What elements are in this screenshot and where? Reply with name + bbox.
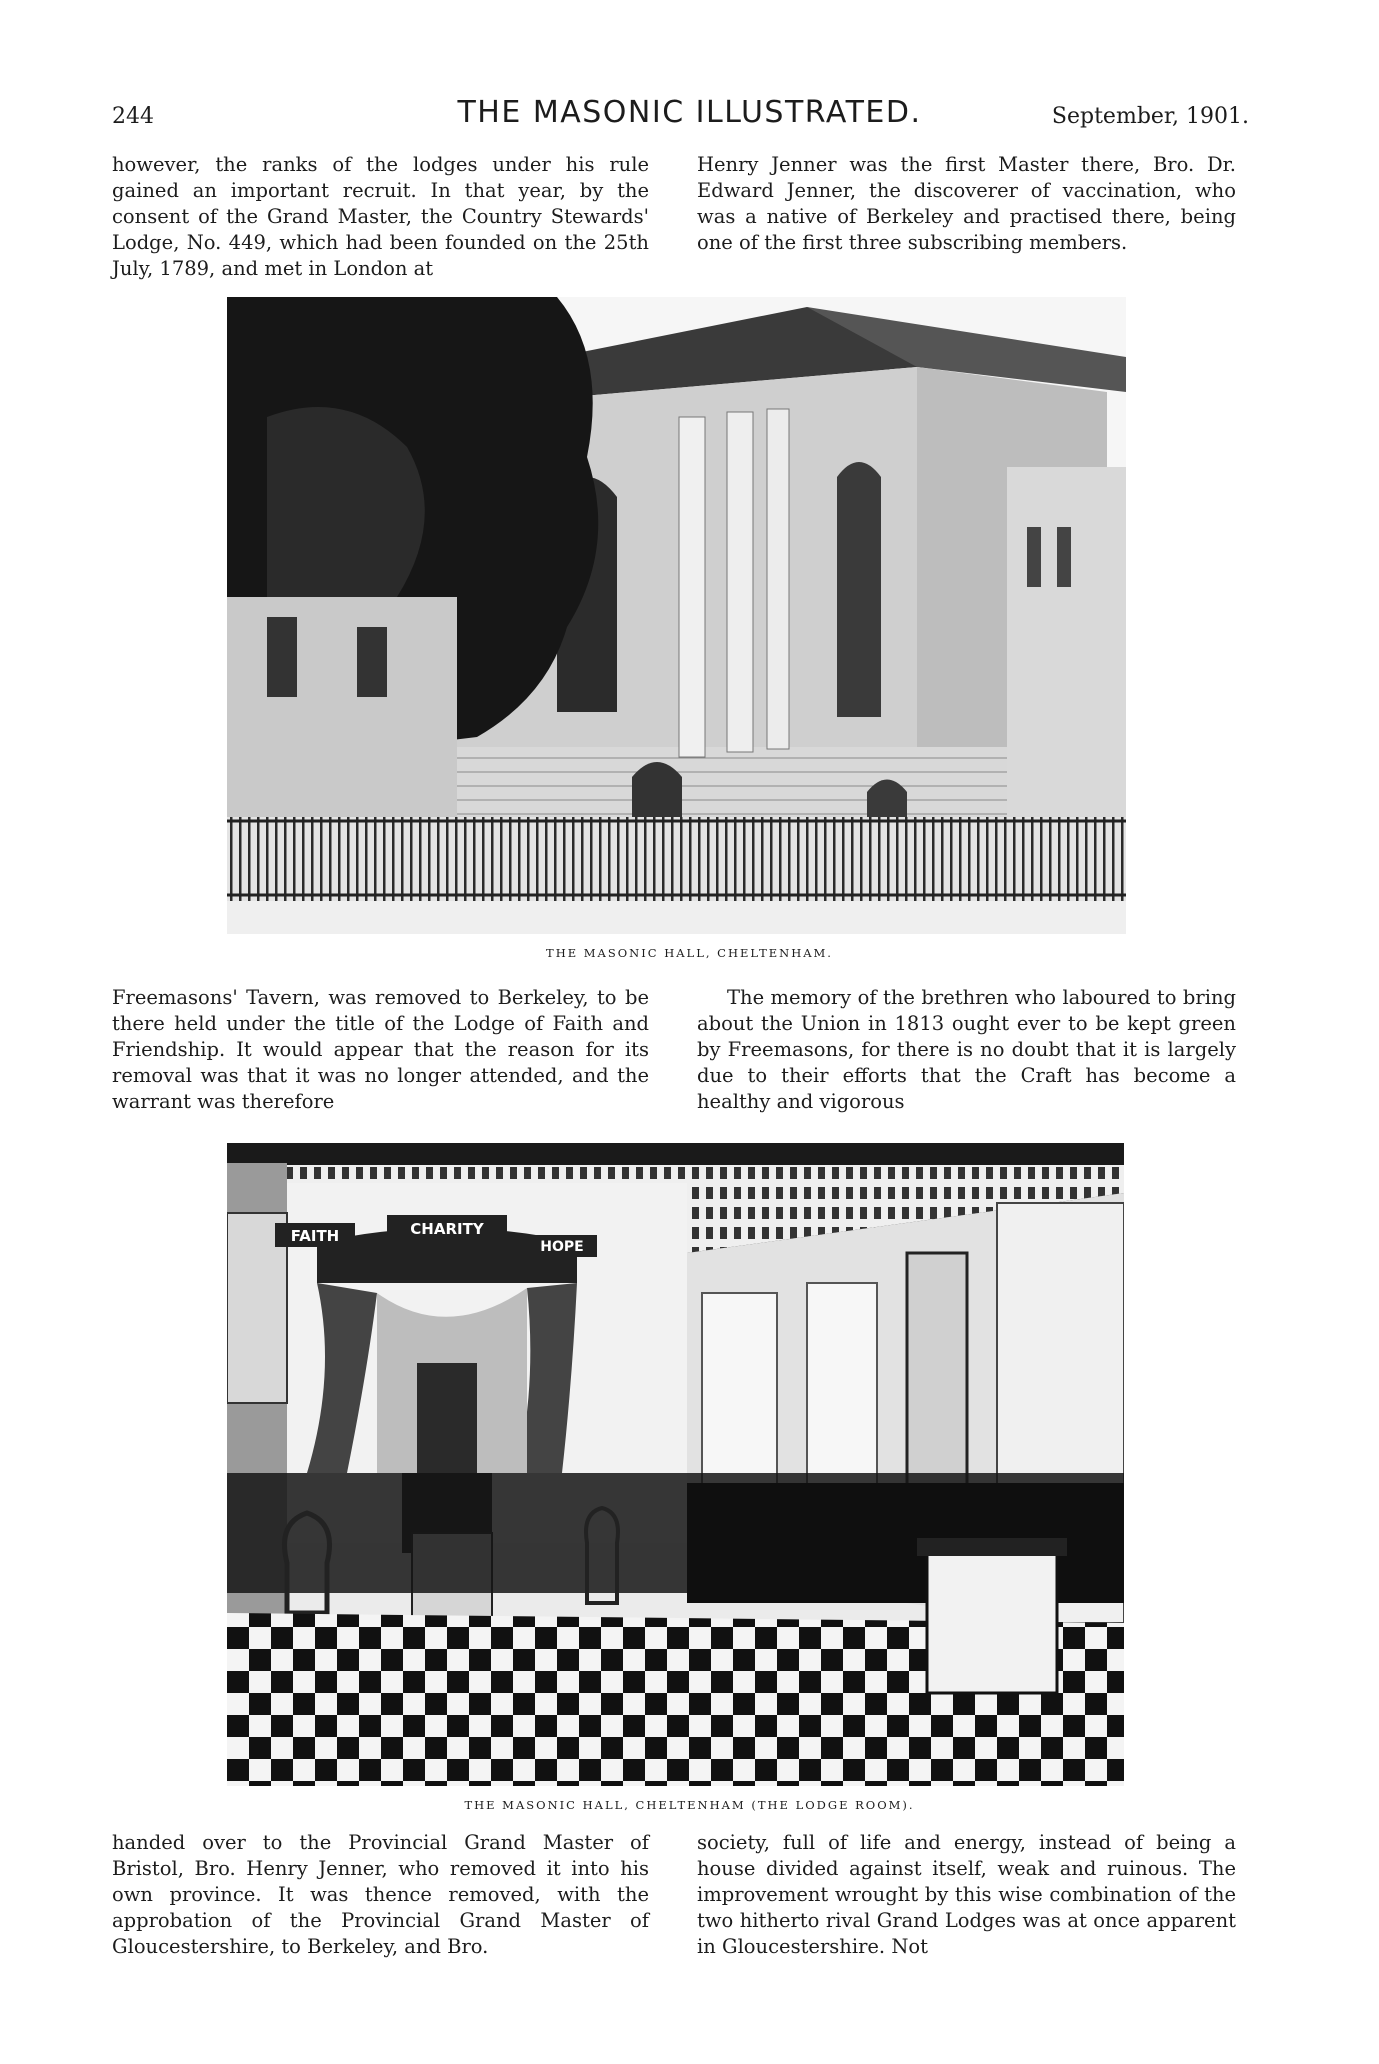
paragraph: however, the ranks of the lodges under his rule gained an important recruit. In that year, by the consent of the Grand Master, the Country Stewards' Lodge, No. 449, which had been founded on the 25th July, 1789, and met in London at [112,153,649,280]
paragraph: Henry Jenner was the first Master there, Bro. Dr. Edward Jenner, the discoverer of vaccination, who was a native of Berkeley and practised there, being one of the first three subscribing members. [697,153,1236,254]
publication-title: THE MASONIC ILLUSTRATED. [457,95,922,130]
text-column-bottom-left [112,1830,649,1960]
paragraph: society, full of life and energy, instead of being a house divided against itself, weak and ruinous. The improvement wrought by this wise combination of the two hitherto rival Grand Lodges was at once apparent in Gloucestershire. Not [697,1831,1236,1958]
text-column-bottom-right [697,1830,1236,1960]
text-column-middle-right [697,985,1236,1115]
text-column-top-right [697,152,1236,256]
svg-text:HOPE: HOPE [540,1239,584,1255]
svg-text:CHARITY: CHARITY [410,1220,484,1238]
page-number: 244 [112,104,154,129]
svg-text:FAITH: FAITH [290,1227,340,1245]
paragraph: Freemasons' Tavern, was removed to Berkeley, to be there held under the title of the Lodge of Faith and Friendship. It would appear that the reason for its removal was that it was no longer attended, and the warrant was therefore [112,986,649,1113]
paragraph: The memory of the brethren who laboured to bring about the Union in 1813 ought ever to be kept green by Freemasons, for there is no doubt that it is largely due to their efforts that the Craft has become a healthy and vigorous [697,986,1236,1113]
text-column-top-left [112,152,649,282]
lodge-room-photo [227,1143,1124,1786]
banner-charity [387,1215,507,1241]
lodge-room-caption: THE MASONIC HALL, CHELTENHAM (THE LODGE ROOM). [464,1798,915,1812]
banner-hope [527,1235,597,1257]
masonic-hall-photo [227,297,1126,934]
hall-caption: THE MASONIC HALL, CHELTENHAM. [546,946,833,960]
banner-faith [275,1223,355,1247]
issue-date: September, 1901. [1051,104,1249,129]
text-column-middle-left [112,985,649,1115]
paragraph: handed over to the Provincial Grand Master of Bristol, Bro. Henry Jenner, who removed it into his own province. It was thence removed, with the approbation of the Provincial Grand Master of Gloucestershire, to Berkeley, and Bro. [112,1831,649,1958]
